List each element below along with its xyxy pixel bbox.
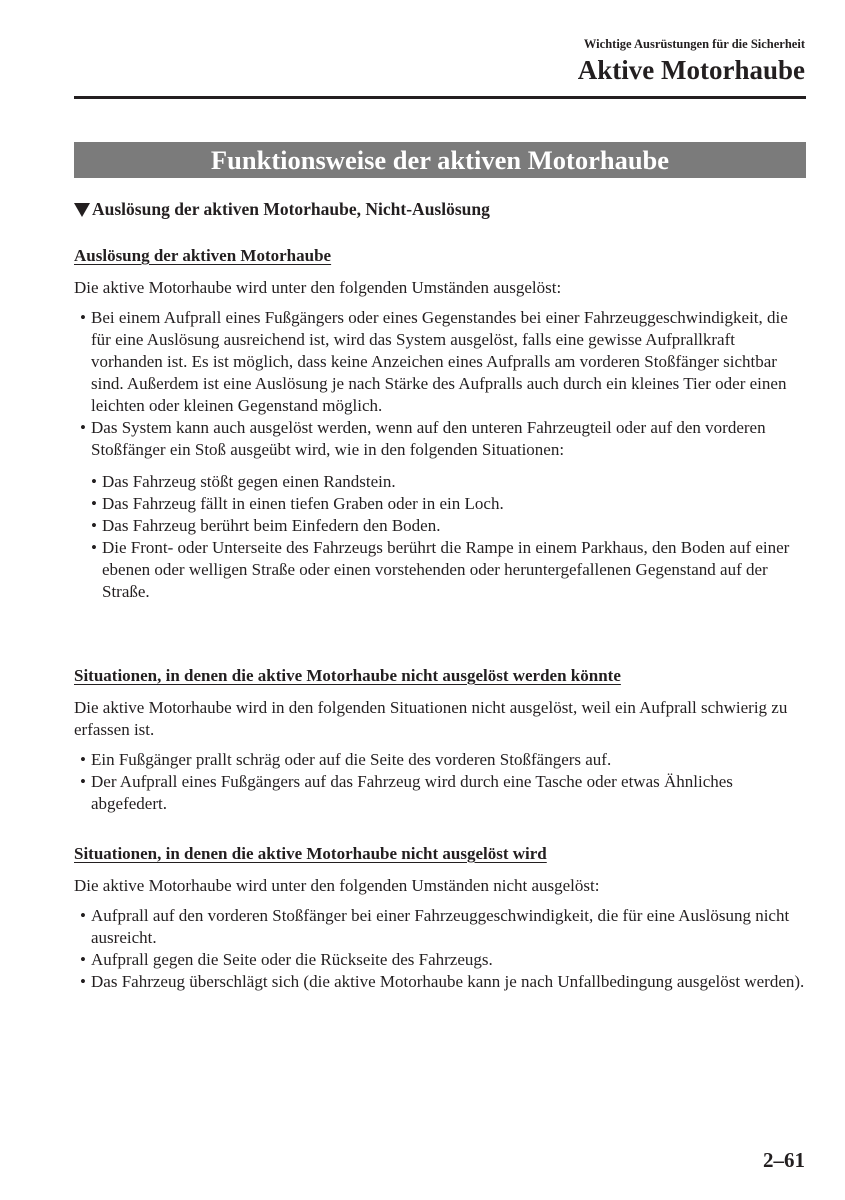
sub-heading-text: Auslösung der aktiven Motorhaube, Nicht-Auslösung bbox=[92, 199, 490, 219]
list-item: • Ein Fußgänger prallt schräg oder auf die Seite des vorderen Stoßfängers auf. bbox=[80, 749, 809, 771]
sub-heading bbox=[74, 199, 490, 220]
bullet-list bbox=[74, 905, 809, 993]
list-item: • Aufprall auf den vorderen Stoßfänger bei einer Fahrzeuggeschwindigkeit, die für eine Auslösung nicht ausreicht. bbox=[80, 905, 809, 949]
chapter-title: Wichtige Ausrüstungen für die Sicherheit bbox=[583, 37, 805, 51]
section-intro: Die aktive Motorhaube wird in den folgenden Situationen nicht ausgelöst, weil ein Aufprall schwierig zu erfassen ist. bbox=[74, 698, 788, 739]
section-may-not-trigger bbox=[74, 665, 809, 815]
list-item: • Das System kann auch ausgelöst werden, wenn auf den unteren Fahrzeugteil oder auf den vorderen Stoßfänger ein Stoß ausgeübt wird, wie in den folgenden Situationen: bbox=[80, 417, 809, 461]
section-triggering bbox=[74, 245, 809, 603]
section-banner: Funktionsweise der aktiven Motorhaube bbox=[74, 142, 806, 178]
list-item: • Der Aufprall eines Fußgängers auf das Fahrzeug wird durch eine Tasche oder etwas Ähnliches abgefedert. bbox=[80, 771, 809, 815]
list-item: • Aufprall gegen die Seite oder die Rückseite des Fahrzeugs. bbox=[80, 949, 809, 971]
header-divider bbox=[74, 96, 806, 99]
list-item: • Das Fahrzeug überschlägt sich (die aktive Motorhaube kann je nach Unfallbedingung ausgelöst werden). bbox=[80, 971, 809, 993]
bullet-list bbox=[74, 307, 809, 461]
list-item: • Das Fahrzeug stößt gegen einen Randstein. bbox=[91, 471, 809, 493]
page-number: 2–61 bbox=[763, 1148, 805, 1172]
page-title: Aktive Motorhaube bbox=[577, 55, 805, 85]
list-item: • Das Fahrzeug berührt beim Einfedern den Boden. bbox=[91, 515, 809, 537]
list-item: • Die Front- oder Unterseite des Fahrzeugs berührt die Rampe in einem Parkhaus, den Boden auf einer ebenen oder welligen Straße oder einen vorstehenden oder heruntergefallenen Gegenstand auf der Straße. bbox=[91, 537, 809, 603]
section-not-triggered bbox=[74, 843, 809, 993]
list-item: • Bei einem Aufprall eines Fußgängers oder eines Gegenstandes bei einer Fahrzeuggeschwindigkeit, die für eine Auslösung ausreichend ist, wird das System ausgelöst, falls eine gewisse Aufprallkraft vorhanden ist. Es ist möglich, dass keine Anzeichen eines Aufpralls am vorderen Stoßfänger sichtbar sind. Außerdem ist eine Auslösung je nach Stärke des Aufpralls auch durch ein kleines Tier oder einen leichten oder kleinen Gegenstand möglich. bbox=[80, 307, 809, 417]
section-intro: Die aktive Motorhaube wird unter den folgenden Umständen ausgelöst: bbox=[74, 278, 562, 297]
bullet-list bbox=[74, 749, 809, 815]
section-heading: Auslösung der aktiven Motorhaube bbox=[74, 246, 332, 265]
section-heading: Situationen, in denen die aktive Motorhaube nicht ausgelöst wird bbox=[74, 844, 547, 863]
list-item: • Das Fahrzeug fällt in einen tiefen Graben oder in ein Loch. bbox=[91, 493, 809, 515]
section-heading: Situationen, in denen die aktive Motorhaube nicht ausgelöst werden könnte bbox=[74, 666, 621, 685]
section-intro: Die aktive Motorhaube wird unter den folgenden Umständen nicht ausgelöst: bbox=[74, 876, 600, 895]
triangle-down-icon bbox=[74, 203, 90, 217]
sub-bullet-list bbox=[74, 471, 809, 603]
